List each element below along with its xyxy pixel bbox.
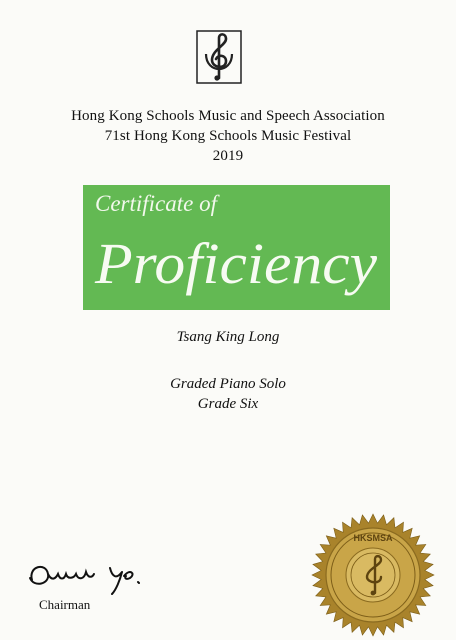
treble-clef-logo-icon bbox=[196, 30, 242, 84]
certificate-of-label: Certificate of bbox=[95, 191, 218, 216]
gold-seal-icon bbox=[311, 513, 435, 637]
title-banner bbox=[83, 185, 390, 310]
award-title-text: Proficiency bbox=[93, 231, 378, 296]
chairman-title: Chairman bbox=[39, 597, 91, 612]
org-name: Hong Kong Schools Music and Speech Association bbox=[71, 108, 385, 124]
event-details bbox=[0, 374, 456, 414]
chairman-signature bbox=[26, 556, 152, 596]
recipient-name: Tsang King Long bbox=[176, 329, 280, 345]
festival-year: 2019 bbox=[212, 148, 244, 164]
event-category: Graded Piano Solo bbox=[170, 376, 286, 392]
award-title bbox=[83, 223, 390, 303]
seal-text: HKSMSA bbox=[353, 533, 393, 543]
festival-name: 71st Hong Kong Schools Music Festival bbox=[104, 128, 352, 144]
event-grade: Grade Six bbox=[197, 396, 259, 412]
header bbox=[0, 106, 456, 166]
